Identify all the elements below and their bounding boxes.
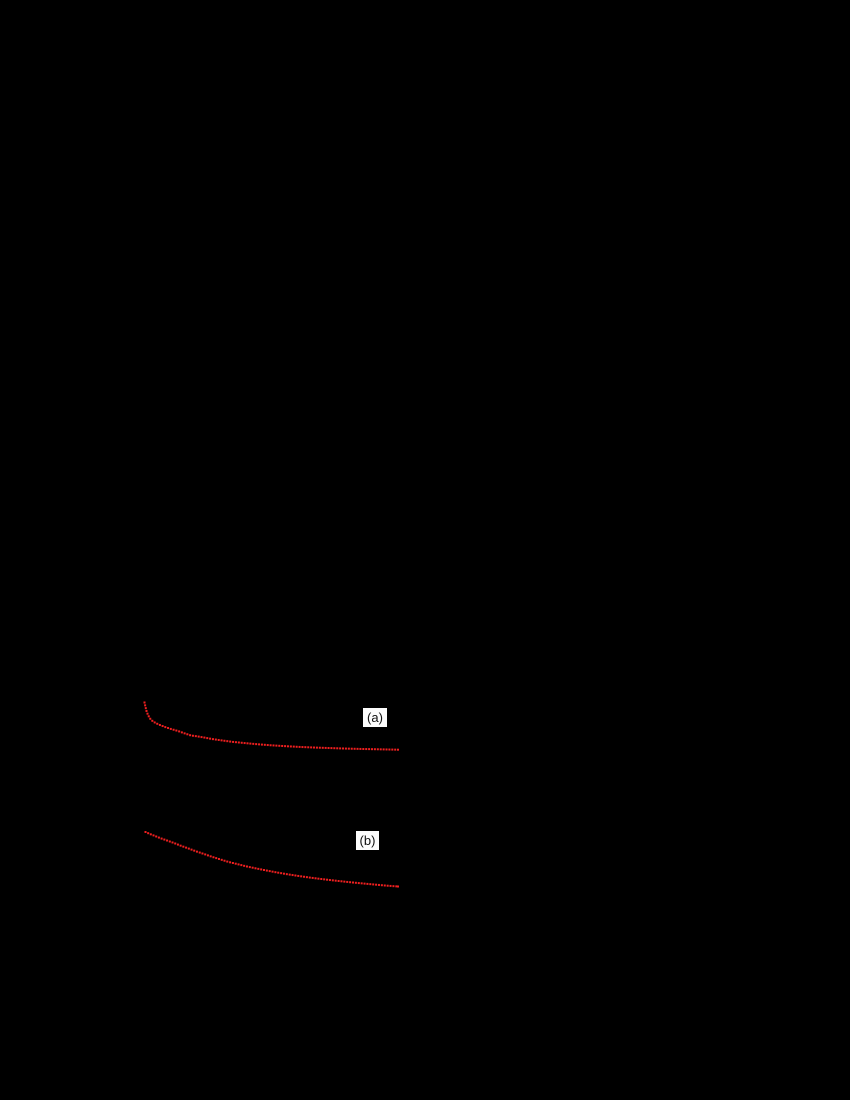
panel-label-a: (a) (363, 708, 387, 727)
panel-label-b: (b) (356, 831, 379, 850)
